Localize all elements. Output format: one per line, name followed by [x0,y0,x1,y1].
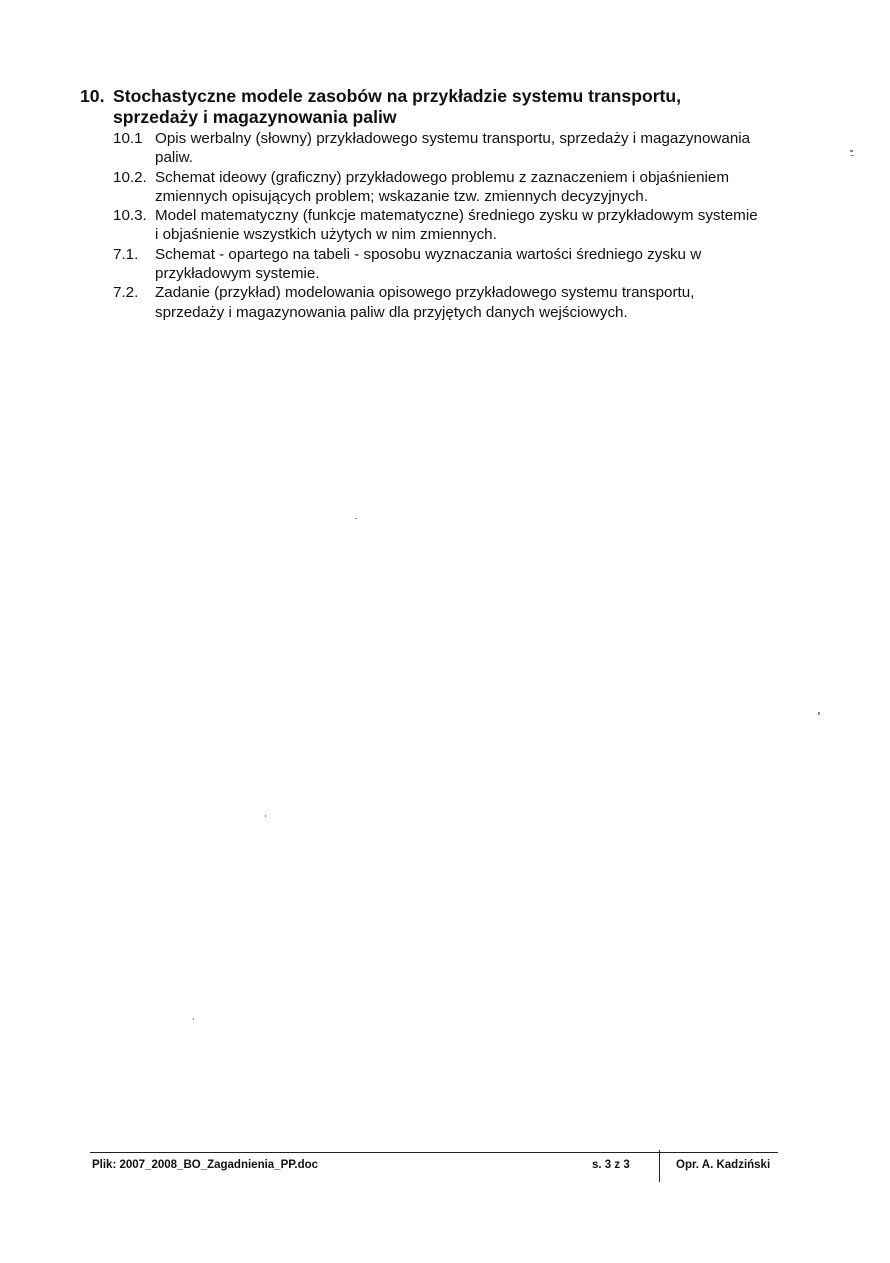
section-number: 10. [80,86,105,106]
topic-item [80,168,760,207]
topic-number: 10.2. [113,168,147,186]
section-heading [80,86,760,128]
footer-page-number: s. 3 z 3 [592,1159,630,1171]
topic-item [80,206,760,245]
topic-text: Opis werbalny (słowny) przykładowego systemu transportu, sprzedaży i magazynowania paliw. [155,130,751,167]
scan-speck [851,155,854,156]
footer-file-name: Plik: 2007_2008_BO_Zagadnienia_PP.doc [92,1159,319,1171]
section-title: Stochastyczne modele zasobów na przykładzie systemu transportu, sprzedaży i magazynowania paliw [113,86,682,127]
topic-item [80,283,760,322]
footer-divider [659,1150,660,1182]
topic-text: Zadanie (przykład) modelowania opisowego przykładowego systemu transportu, sprzedaży i magazynowania paliw dla przyjętych danych wejściowych. [155,284,695,321]
scan-speck [355,518,357,519]
section-10 [80,86,760,322]
scan-speck [193,1018,194,1020]
topic-number: 10.1 [113,130,143,147]
topic-number: 7.2. [113,284,139,302]
topic-text: Model matematyczny (funkcje matematyczne) średniego zysku w przykładowym systemie i objaśnienie wszystkich użytych w nim zmiennych. [155,207,758,244]
topic-item [80,129,760,168]
topic-list [80,129,760,322]
topic-number: 10.3. [113,207,147,225]
topic-text: Schemat - opartego na tabeli - sposobu wyznaczania wartości średniego zysku w przykładowym systemie. [155,245,702,283]
scan-speck [850,150,853,152]
footer-author: Opr. A. Kadziński [676,1159,771,1171]
scan-speck [265,815,266,817]
topic-text: Schemat ideowy (graficzny) przykładowego problemu z zaznaczeniem i objaśnieniem zmiennych opisujących problem; wskazanie tzw. zmiennych decyzyjnych. [155,168,730,205]
scan-speck [818,712,820,715]
topic-number: 7.1. [113,245,139,263]
topic-item [80,245,760,284]
footer-rule [90,1152,778,1153]
